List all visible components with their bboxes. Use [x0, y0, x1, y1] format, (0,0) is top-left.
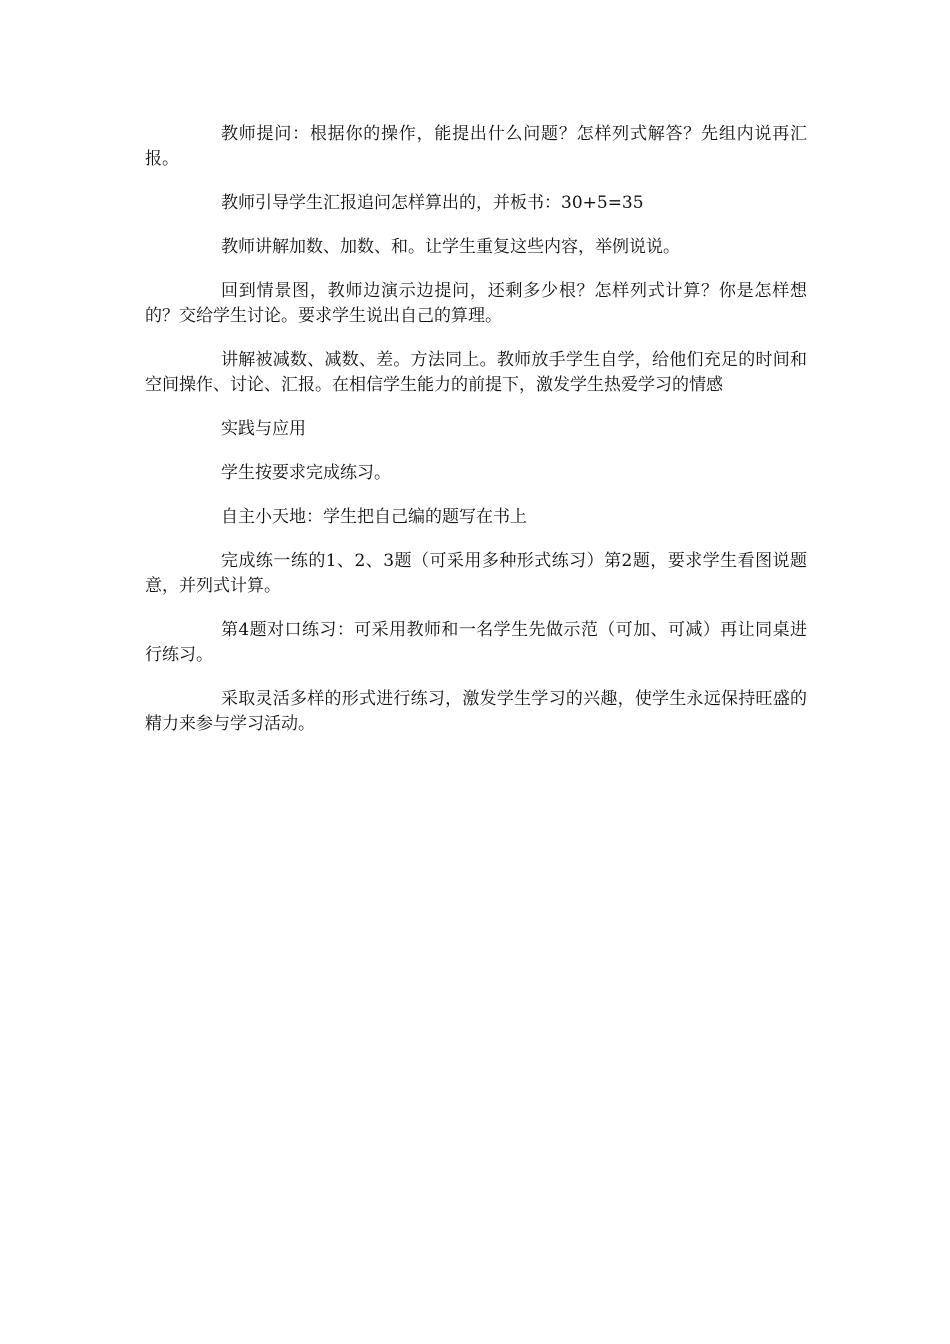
- paragraph-complete-exercises: 学生按要求完成练习。: [221, 463, 391, 483]
- paragraph-scene-demo: 回到情景图，教师边演示边提问，还剩多少根？怎样列式计算？你是怎样想的？交给学生讨论。要求学生说出自己的算理。: [145, 281, 807, 326]
- paragraph-teacher-question: 教师提问：根据你的操作，能提出什么问题？怎样列式解答？先组内说再汇报。: [145, 124, 807, 169]
- paragraph-addend-sum: 教师讲解加数、加数、和。让学生重复这些内容，举例说说。: [221, 237, 680, 257]
- paragraph-oral-practice: 第4题对口练习：可采用教师和一名学生先做示范（可加、可减）再让同桌进行练习。: [145, 620, 807, 665]
- paragraph-flexible-practice: 采取灵活多样的形式进行练习，激发学生学习的兴趣，使学生永远保持旺盛的精力来参与学习活动。: [145, 689, 807, 734]
- document-page: [145, 122, 807, 756]
- section-heading-practice: 实践与应用: [221, 419, 306, 439]
- paragraph-self-study: 自主小天地：学生把自己编的题写在书上: [221, 507, 527, 527]
- paragraph-board-writing: 教师引导学生汇报追问怎样算出的，并板书：30+5=35: [221, 193, 644, 213]
- paragraph-exercise-questions: 完成练一练的1、2、3题（可采用多种形式练习）第2题，要求学生看图说题意，并列式计算。: [145, 551, 807, 596]
- paragraph-minuend-difference: 讲解被减数、减数、差。方法同上。教师放手学生自学，给他们充足的时间和空间操作、讨论、汇报。在相信学生能力的前提下，激发学生热爱学习的情感: [145, 350, 807, 395]
